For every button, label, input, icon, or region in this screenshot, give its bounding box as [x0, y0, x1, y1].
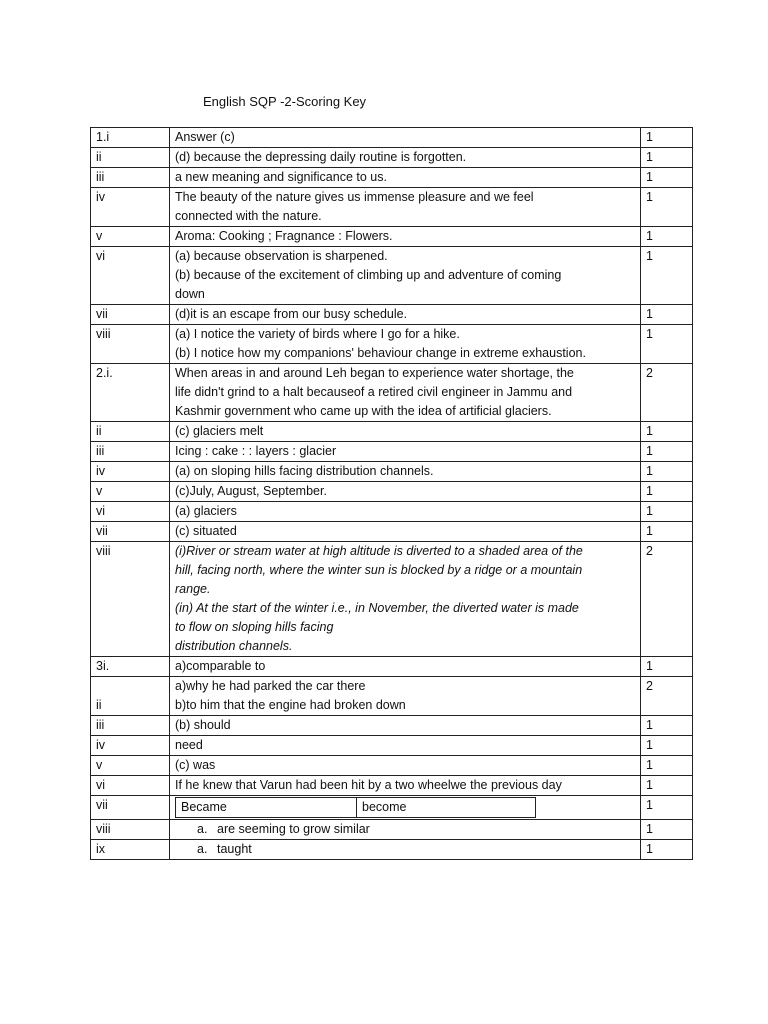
marks-cell: 2	[641, 542, 693, 657]
marks-cell: 1	[641, 776, 693, 796]
marks-cell: 1	[641, 247, 693, 305]
marks-cell: 1	[641, 820, 693, 840]
document-title: English SQP -2-Scoring Key	[203, 94, 367, 109]
answer-cell	[170, 820, 641, 840]
answer-cell	[170, 736, 641, 756]
question-number: iv	[91, 736, 170, 756]
answer-cell	[170, 227, 641, 247]
answer-list-item	[175, 820, 635, 839]
answer-line: a new meaning and significance to us.	[175, 170, 387, 184]
answer-line: (a) I notice the variety of birds where I go for a hike.	[175, 327, 460, 341]
table-row	[91, 657, 693, 677]
answer-line: (c) was	[175, 758, 216, 772]
table-row	[91, 227, 693, 247]
question-number: 2.i.	[91, 364, 170, 422]
answer-cell	[170, 128, 641, 148]
question-number: iv	[91, 188, 170, 227]
answer-line: (in) At the start of the winter i.e., in November, the diverted water is made	[175, 601, 579, 615]
answer-line: (c)July, August, September.	[175, 484, 327, 498]
table-row	[91, 677, 693, 716]
answer-line: (d) because the depressing daily routine is forgotten.	[175, 150, 467, 164]
table-row	[91, 305, 693, 325]
answer-line: (b) because of the excitement of climbing up and adventure of coming	[175, 268, 562, 282]
answer-pair-cell: become	[357, 798, 536, 818]
question-number: ix	[91, 840, 170, 860]
answer-pair-table	[175, 797, 536, 818]
answer-line: distribution channels.	[175, 639, 293, 653]
answer-line: (c) glaciers melt	[175, 424, 264, 438]
marks-cell: 1	[641, 168, 693, 188]
list-text: taught	[217, 842, 252, 856]
answer-cell	[170, 522, 641, 542]
list-text: are seeming to grow similar	[217, 822, 370, 836]
answer-cell	[170, 148, 641, 168]
table-row	[91, 168, 693, 188]
answer-line: hill, facing north, where the winter sun is blocked by a ridge or a mountain	[175, 563, 583, 577]
question-number: ii	[91, 422, 170, 442]
question-number: vii	[91, 305, 170, 325]
table-row	[91, 247, 693, 305]
answer-line: If he knew that Varun had been hit by a two wheelwe the previous day	[175, 778, 562, 792]
question-number: viii	[91, 820, 170, 840]
answer-cell	[170, 442, 641, 462]
answer-line: a)comparable to	[175, 659, 266, 673]
table-row	[91, 502, 693, 522]
marks-cell: 1	[641, 305, 693, 325]
answer-line: (c) situated	[175, 524, 237, 538]
answer-cell	[170, 482, 641, 502]
scoring-key-table	[90, 127, 693, 860]
answer-cell	[170, 422, 641, 442]
marks-cell: 1	[641, 716, 693, 736]
table-row	[91, 840, 693, 860]
answer-line: life didn't grind to a halt becauseof a retired civil engineer in Jammu and	[175, 385, 573, 399]
answer-line: Aroma: Cooking ; Fragnance : Flowers.	[175, 229, 393, 243]
marks-cell: 1	[641, 462, 693, 482]
answer-cell	[170, 364, 641, 422]
table-row	[91, 820, 693, 840]
marks-cell: 1	[641, 442, 693, 462]
table-row	[91, 796, 693, 820]
answer-cell	[170, 247, 641, 305]
table-row	[91, 736, 693, 756]
question-number: iii	[91, 168, 170, 188]
table-row	[91, 325, 693, 364]
answer-line: Kashmir government who came up with the idea of artificial glaciers.	[175, 404, 552, 418]
table-row	[91, 522, 693, 542]
question-number: vi	[91, 776, 170, 796]
question-number: vii	[91, 522, 170, 542]
table-row	[91, 776, 693, 796]
answer-line: need	[175, 738, 203, 752]
answer-line: (i)River or stream water at high altitude is diverted to a shaded area of the	[175, 544, 583, 558]
answer-line: (b) I notice how my companions' behaviour change in extreme exhaustion.	[175, 346, 586, 360]
answer-pair-cell: Became	[176, 798, 357, 818]
answer-line: The beauty of the nature gives us immense pleasure and we feel	[175, 190, 534, 204]
answer-cell	[170, 542, 641, 657]
question-number: vi	[91, 502, 170, 522]
marks-cell: 1	[641, 482, 693, 502]
question-number: viii	[91, 325, 170, 364]
table-row	[91, 756, 693, 776]
marks-cell: 1	[641, 657, 693, 677]
answer-cell	[170, 796, 641, 820]
question-number: ii	[91, 677, 170, 716]
table-row	[91, 462, 693, 482]
marks-cell: 2	[641, 677, 693, 716]
question-number: vii	[91, 796, 170, 820]
answer-line: (d)it is an escape from our busy schedule.	[175, 307, 408, 321]
answer-line: b)to him that the engine had broken down	[175, 698, 406, 712]
list-marker: a.	[197, 842, 208, 856]
marks-cell: 1	[641, 756, 693, 776]
table-row	[91, 364, 693, 422]
answer-cell	[170, 756, 641, 776]
question-number: v	[91, 227, 170, 247]
table-row	[91, 422, 693, 442]
table-row	[91, 482, 693, 502]
marks-cell: 1	[641, 227, 693, 247]
answer-line: a)why he had parked the car there	[175, 679, 366, 693]
table-row	[91, 716, 693, 736]
table-row	[91, 188, 693, 227]
table-row	[91, 148, 693, 168]
question-number: iii	[91, 442, 170, 462]
answer-line: (a) on sloping hills facing distribution channels.	[175, 464, 434, 478]
marks-cell: 1	[641, 188, 693, 227]
list-marker: a.	[197, 822, 208, 836]
question-number: ii	[91, 148, 170, 168]
answer-line: range.	[175, 582, 211, 596]
marks-cell: 1	[641, 128, 693, 148]
answer-cell	[170, 305, 641, 325]
question-number: v	[91, 482, 170, 502]
answer-line: down	[175, 287, 205, 301]
answer-cell	[170, 657, 641, 677]
question-number: iii	[91, 716, 170, 736]
answer-line: to flow on sloping hills facing	[175, 620, 334, 634]
marks-cell: 1	[641, 148, 693, 168]
answer-line: When areas in and around Leh began to experience water shortage, the	[175, 366, 574, 380]
table-row	[91, 542, 693, 657]
marks-cell: 2	[641, 364, 693, 422]
answer-cell	[170, 840, 641, 860]
question-number: 3i.	[91, 657, 170, 677]
marks-cell: 1	[641, 522, 693, 542]
marks-cell: 1	[641, 796, 693, 820]
answer-cell	[170, 325, 641, 364]
question-number: 1.i	[91, 128, 170, 148]
marks-cell: 1	[641, 325, 693, 364]
question-number: vi	[91, 247, 170, 305]
marks-cell: 1	[641, 422, 693, 442]
question-number: v	[91, 756, 170, 776]
answer-line: (b) should	[175, 718, 231, 732]
answer-cell	[170, 168, 641, 188]
answer-cell	[170, 716, 641, 736]
table-row	[91, 128, 693, 148]
scoring-key-body	[91, 128, 693, 860]
answer-list-item	[175, 840, 635, 859]
answer-cell	[170, 776, 641, 796]
answer-line: (a) glaciers	[175, 504, 237, 518]
answer-cell	[170, 462, 641, 482]
answer-cell	[170, 502, 641, 522]
answer-line: Icing : cake : : layers : glacier	[175, 444, 337, 458]
question-number: viii	[91, 542, 170, 657]
question-number: iv	[91, 462, 170, 482]
marks-cell: 1	[641, 736, 693, 756]
table-row	[91, 442, 693, 462]
answer-cell	[170, 188, 641, 227]
marks-cell: 1	[641, 840, 693, 860]
marks-cell: 1	[641, 502, 693, 522]
answer-line: Answer (c)	[175, 130, 235, 144]
answer-line: connected with the nature.	[175, 209, 322, 223]
answer-cell	[170, 677, 641, 716]
answer-line: (a) because observation is sharpened.	[175, 249, 388, 263]
